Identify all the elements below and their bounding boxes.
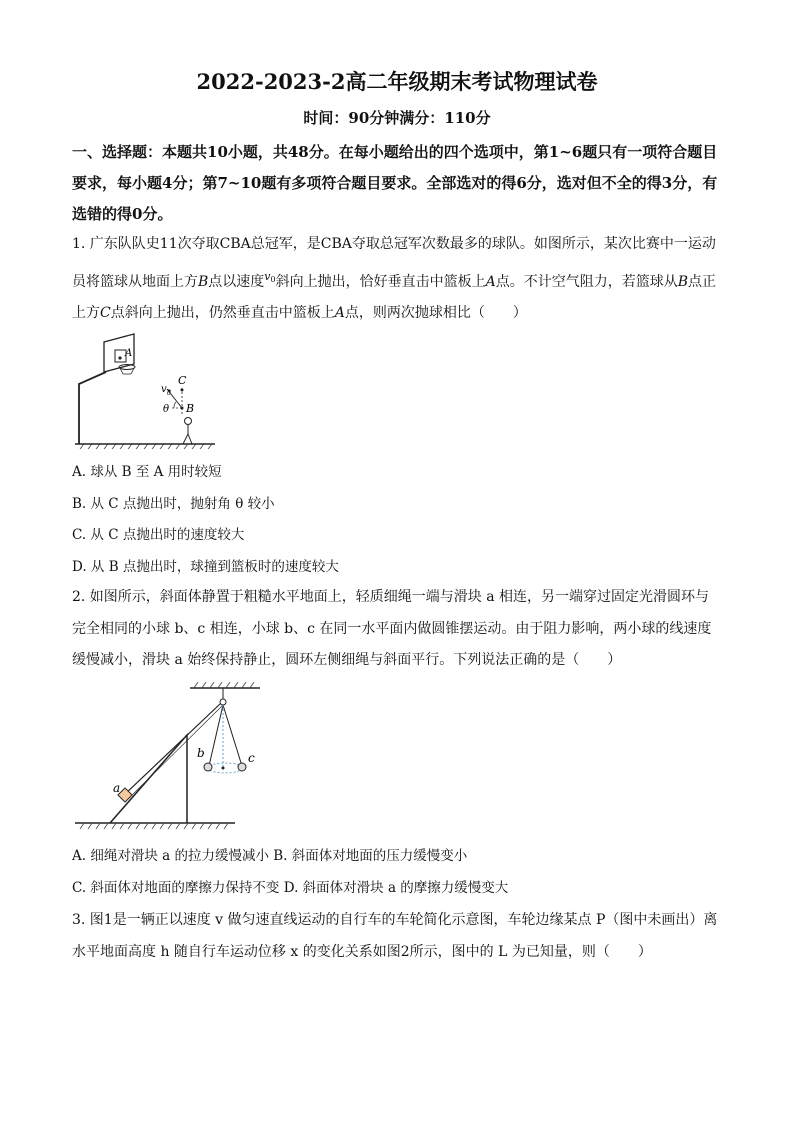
q1-option-c[interactable]: C. 从 C 点抛出时的速度较大 bbox=[72, 527, 245, 543]
question-2-stem: 2. 如图所示，斜面体静置于粗糙水平地面上，轻质细绳一端与滑块 a 相连，另一端穿过固定光滑圆环与完全相同的小球 b、c 相连，小球 b、c 在同一水平面内做圆锥摆运动。由于阻力影响，两小球的线速度缓慢减小，滑块 a 始终保持静止，圆环左侧细绳与斜面平行。下列说法正确的是（ ） bbox=[72, 589, 712, 668]
q1-option-d[interactable]: D. 从 B 点抛出时，球撞到篮板时的速度较大 bbox=[72, 559, 339, 575]
q2-options-row1[interactable]: A. 细绳对滑块 a 的拉力缓慢减小 B. 斜面体对地面的压力缓慢变小 bbox=[72, 848, 468, 864]
question-1-figure bbox=[70, 332, 250, 452]
q2-options-row2[interactable]: C. 斜面体对地面的摩擦力保持不变 D. 斜面体对滑块 a 的摩擦力缓慢变大 bbox=[72, 880, 509, 896]
label-b: b bbox=[197, 746, 205, 760]
label-v0: v bbox=[161, 384, 167, 395]
label-B: B bbox=[186, 402, 195, 415]
label-C: C bbox=[178, 374, 187, 387]
question-1-stem: 1. 广东队队史11次夺取CBA总冠军，是CBA夺取总冠军次数最多的球队。如图所示，某次比赛中一运动员将篮球从地面上方B点以速度$^v_0$斜向上抛出，恰好垂直击中篮板上A点。不计空气阻力，若篮球从B点正上方C点斜向上抛出，仍然垂直击中篮板上A点，则两次抛球相比（ ） bbox=[72, 236, 717, 321]
q1-option-a[interactable]: A. 球从 B 至 A 用时较短 bbox=[72, 464, 222, 480]
label-a: a bbox=[113, 781, 121, 795]
page-title: 2022-2023-2高二年级期末考试物理试卷 bbox=[196, 69, 598, 94]
label-A: A bbox=[125, 348, 133, 359]
label-c: c bbox=[248, 751, 255, 765]
question-2-figure bbox=[70, 680, 270, 835]
q1-option-b[interactable]: B. 从 C 点抛出时，抛射角 θ 较小 bbox=[72, 496, 275, 512]
exam-time-score: 时间：90分钟满分：110分 bbox=[303, 109, 491, 127]
question-3-stem: 3. 图1是一辆正以速度 v 做匀速直线运动的自行车的车轮简化示意图，车轮边缘某点 P（图中未画出）离水平地面高度 h 随自行车运动位移 x 的变化关系如图2所示，图中的 L 为已知量，则（ ） bbox=[72, 912, 718, 960]
label-theta: θ bbox=[163, 404, 170, 415]
svg-text:0: 0 bbox=[167, 390, 171, 397]
section-heading: 一、选择题：本题共10小题，共48分。在每小题给出的四个选项中，第1~6题只有一项符合题目要求，每小题4分；第7~10题有多项符合题目要求。全部选对的得6分，选对但不全的得3分，有选错的得0分。 bbox=[72, 143, 718, 223]
